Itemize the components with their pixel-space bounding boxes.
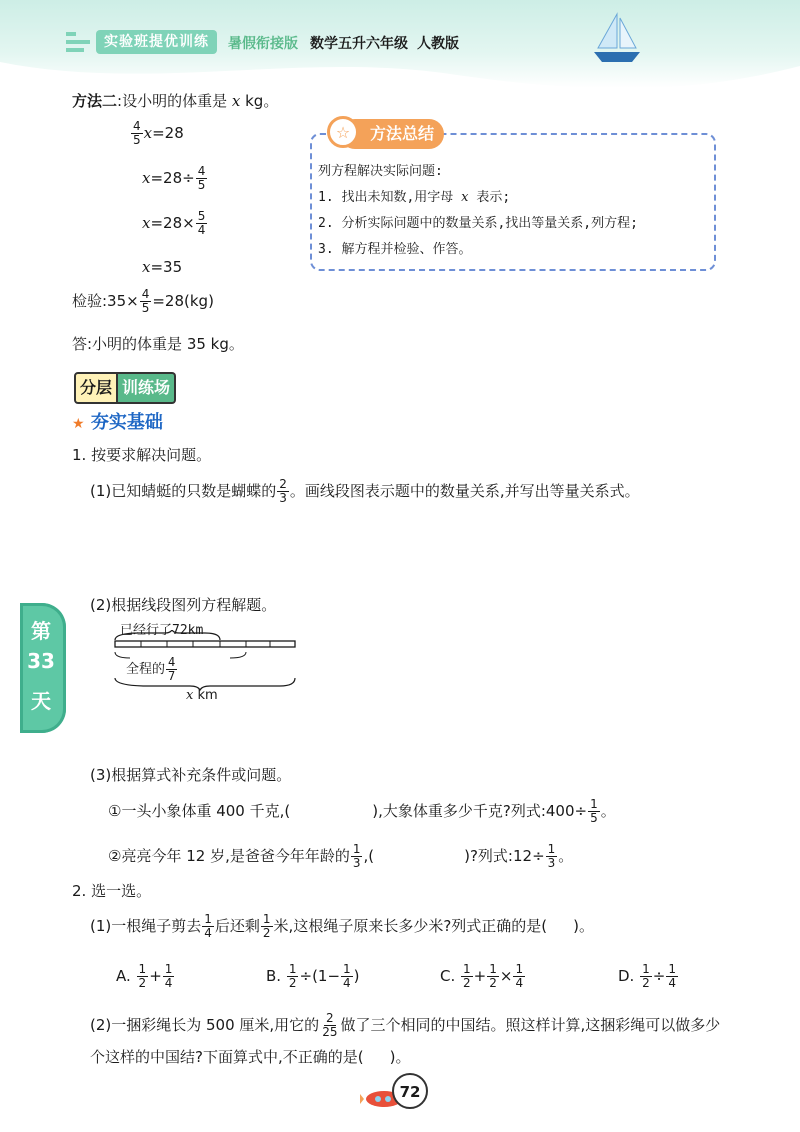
- fraction: $\frac{2}{3}$: [279, 477, 287, 505]
- summary-line-0: 列方程解决实际问题:: [318, 164, 443, 179]
- q1-part3b: ②亮亮今年 12 岁,是爸爸今年年龄的 $\frac{1}{3}$ ,( )?列式:12÷ $\frac{1}{3}$ 。: [108, 842, 574, 870]
- option-c[interactable]: C. $\frac{1}{2}$ + $\frac{1}{2}$ × $\frac{1}{4}$: [440, 962, 524, 990]
- q1-part3: (3)根据算式补充条件或问题。: [90, 766, 292, 784]
- q1-part2: (2)根据线段图列方程解题。: [90, 596, 277, 614]
- page-number: 72: [392, 1073, 428, 1109]
- equation-step-1: $\frac{4}{5}$ x=28: [133, 119, 184, 147]
- method2-label: 方法二: [72, 92, 118, 110]
- series-title: 实验班提优训练: [96, 30, 217, 54]
- q2-part2-line2: 个这样的中国结?下面算式中,不正确的是( )。: [90, 1048, 411, 1066]
- q1-title: 1. 按要求解决问题。: [72, 446, 212, 464]
- option-d[interactable]: D. $\frac{1}{2}$ ÷ $\frac{1}{4}$: [618, 962, 676, 990]
- q2-part2-line1: (2)一捆彩绳长为 500 厘米,用它的 $\frac{2}{25}$ 做了三个相同的中国结。照这样计算,这捆彩绳可以做多少: [90, 1011, 721, 1039]
- publisher-label: 人教版: [417, 36, 459, 52]
- method2-unit: kg。: [245, 92, 279, 110]
- check-line: 检验:35× $\frac{4}{5}$ =28(kg): [72, 287, 214, 315]
- method2-var: x: [231, 92, 241, 110]
- fraction: $\frac{4}{5}$: [133, 119, 141, 147]
- header-wave: [0, 52, 800, 92]
- equation-step-3: x=28× $\frac{5}{4}$: [142, 209, 206, 237]
- day-tab-prefix: 第: [31, 619, 51, 643]
- diagram-top-label: 已经行了72km: [120, 623, 204, 638]
- day-tab-number: 33: [27, 649, 55, 673]
- fraction: $\frac{1}{5}$: [590, 797, 598, 825]
- q2-title: 2. 选一选。: [72, 882, 152, 900]
- diagram-bottom-label: x km: [186, 688, 218, 703]
- fraction: $\frac{1}{3}$: [547, 842, 556, 870]
- star-icon: ★: [72, 416, 85, 432]
- diagram-mid-label: 全程的 $\frac{4}{7}$: [126, 655, 176, 683]
- fraction: $\frac{1}{3}$: [352, 842, 361, 870]
- subject-label: 数学五升六年级: [310, 36, 408, 52]
- summary-title: 方法总结: [340, 119, 444, 149]
- fraction: $\frac{4}{5}$: [197, 164, 206, 192]
- day-tab: [20, 603, 66, 733]
- sailboat-icon: [590, 12, 644, 68]
- method2-intro: [72, 90, 278, 111]
- training-part-b: 训练场: [118, 372, 176, 404]
- fraction: $\frac{5}{4}$: [197, 209, 206, 237]
- summary-line-1: 1. 找出未知数,用字母 x 表示;: [318, 190, 511, 205]
- summary-line-2: 2. 分析实际问题中的数量关系,找出等量关系,列方程;: [318, 216, 638, 231]
- fraction: $\frac{4}{7}$: [168, 655, 176, 683]
- equation-step-2: x=28÷ $\frac{4}{5}$: [142, 164, 206, 192]
- option-b[interactable]: B. $\frac{1}{2}$ ÷(1− $\frac{1}{4}$ ): [266, 962, 360, 990]
- fraction: $\frac{1}{4}$: [204, 912, 212, 940]
- q1-part3a: ①一头小象体重 400 千克,( ),大象体重多少千克?列式:400÷ $\frac{1}{5}$ 。: [108, 797, 616, 825]
- q1-part1: (1)已知蜻蜓的只数是蝴蝶的 $\frac{2}{3}$ 。画线段图表示题中的数量关系,并写出等量关系式。: [90, 477, 640, 505]
- answer-line: 答:小明的体重是 35 kg。: [72, 335, 244, 353]
- equation-step-4: x=35: [142, 258, 183, 276]
- summary-line-3: 3. 解方程并检验、作答。: [318, 242, 472, 257]
- star-icon: ☆: [327, 116, 359, 148]
- training-title: [74, 372, 176, 400]
- q2-part1: (1)一根绳子剪去 $\frac{1}{4}$ 后还剩 $\frac{1}{2}$ 米,这根绳子原来长多少米?列式正确的是( )。: [90, 912, 594, 940]
- training-part-a: 分层: [74, 372, 118, 404]
- logo-icon: [64, 28, 94, 56]
- day-tab-suffix: 天: [31, 689, 51, 713]
- fraction: $\frac{2}{25}$: [322, 1011, 338, 1039]
- fraction: $\frac{1}{2}$: [262, 912, 271, 940]
- fraction: $\frac{4}{5}$: [141, 287, 150, 315]
- section-title: ★ 夯实基础: [72, 412, 163, 433]
- method2-text: :设小明的体重是: [117, 92, 228, 110]
- option-a[interactable]: A. $\frac{1}{2}$ + $\frac{1}{4}$: [116, 962, 173, 990]
- edition-label: 暑假衔接版: [228, 36, 298, 52]
